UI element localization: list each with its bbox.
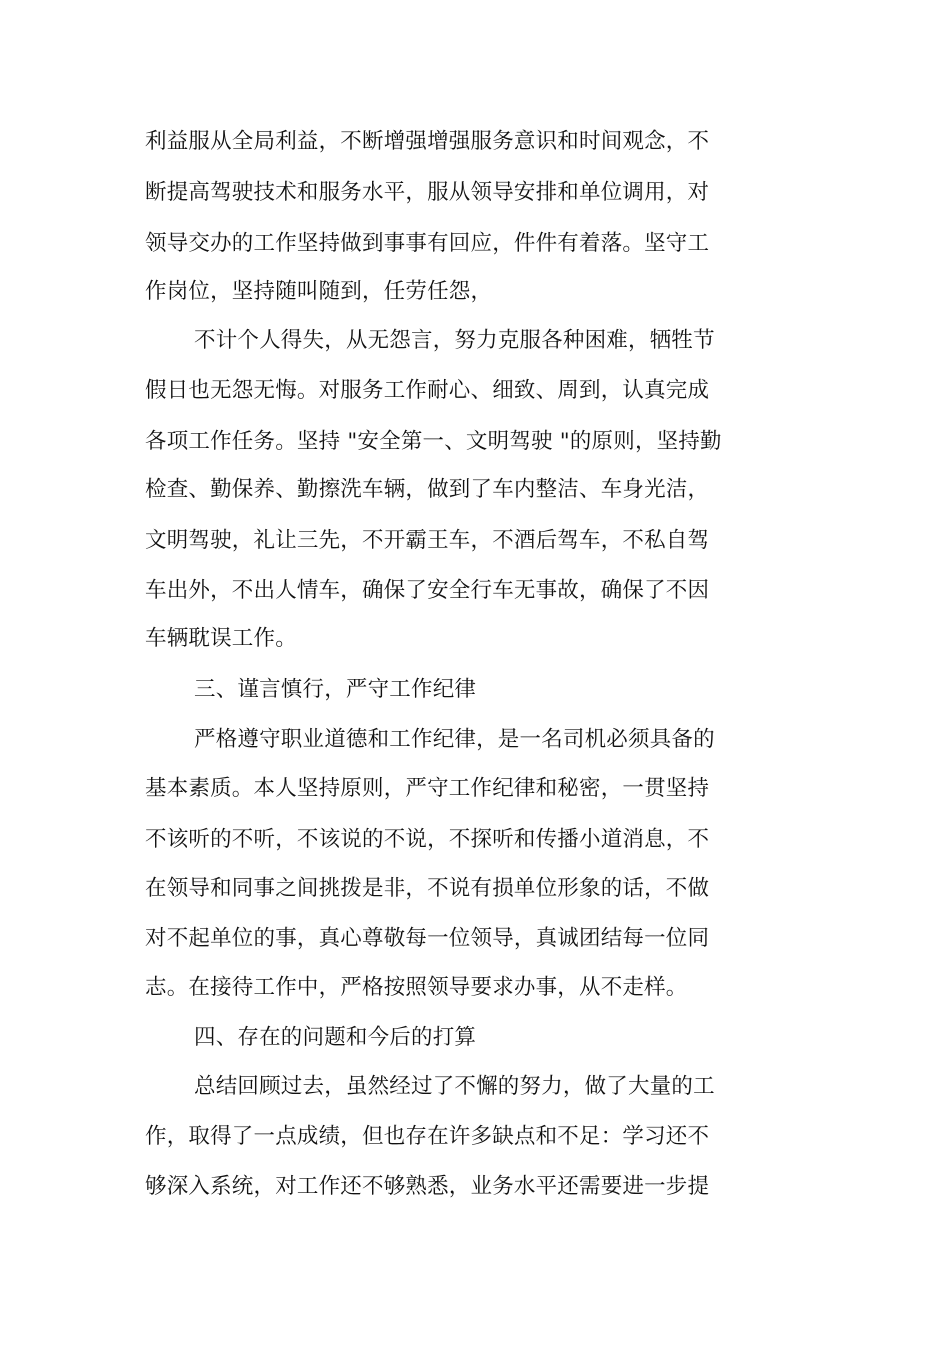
text-line: 作，取得了一点成绩，但也存在许多缺点和不足：学习还不 [145,1124,710,1149]
paragraph-start-line: 严格遵守职业道德和工作纪律，是一名司机必须具备的 [194,727,715,752]
paragraph-start-line: 不计个人得失，从无怨言，努力克服各种困难，牺牲节 [194,328,715,353]
text-line: 各项工作任务。坚持 "安全第一、文明驾驶 "的原则，坚持勤 [145,429,722,454]
text-line: 基本素质。本人坚持原则，严守工作纪律和秘密，一贯坚持 [145,776,710,801]
text-line: 车辆耽误工作。 [145,626,297,651]
text-line: 志。在接待工作中，严格按照领导要求办事，从不走样。 [145,975,688,1000]
text-line: 够深入系统，对工作还不够熟悉，业务水平还需要进一步提 [145,1174,710,1199]
section-heading: 三、谨言慎行，严守工作纪律 [194,677,477,702]
text-line: 检查、勤保养、勤擦洗车辆，做到了车内整洁、车身光洁， [145,477,710,502]
section-heading: 四、存在的问题和今后的打算 [194,1025,477,1050]
text-line: 不该听的不听，不该说的不说，不探听和传播小道消息，不 [145,827,710,852]
text-line: 在领导和同事之间挑拨是非，不说有损单位形象的话，不做 [145,876,710,901]
paragraph-start-line: 总结回顾过去，虽然经过了不懈的努力，做了大量的工 [194,1074,715,1099]
text-line: 断提高驾驶技术和服务水平，服从领导安排和单位调用，对 [145,180,710,205]
text-line: 车出外，不出人情车，确保了安全行车无事故，确保了不因 [145,578,710,603]
text-line: 作岗位，坚持随叫随到，任劳任怨， [145,279,493,304]
text-line: 文明驾驶，礼让三先，不开霸王车，不酒后驾车，不私自驾 [145,528,710,553]
text-line: 对不起单位的事，真心尊敬每一位领导，真诚团结每一位同 [145,926,710,951]
text-line: 利益服从全局利益，不断增强增强服务意识和时间观念，不 [145,129,710,154]
text-line: 假日也无怨无悔。对服务工作耐心、细致、周到，认真完成 [145,378,710,403]
text-line: 领导交办的工作坚持做到事事有回应，件件有着落。坚守工 [145,231,710,256]
